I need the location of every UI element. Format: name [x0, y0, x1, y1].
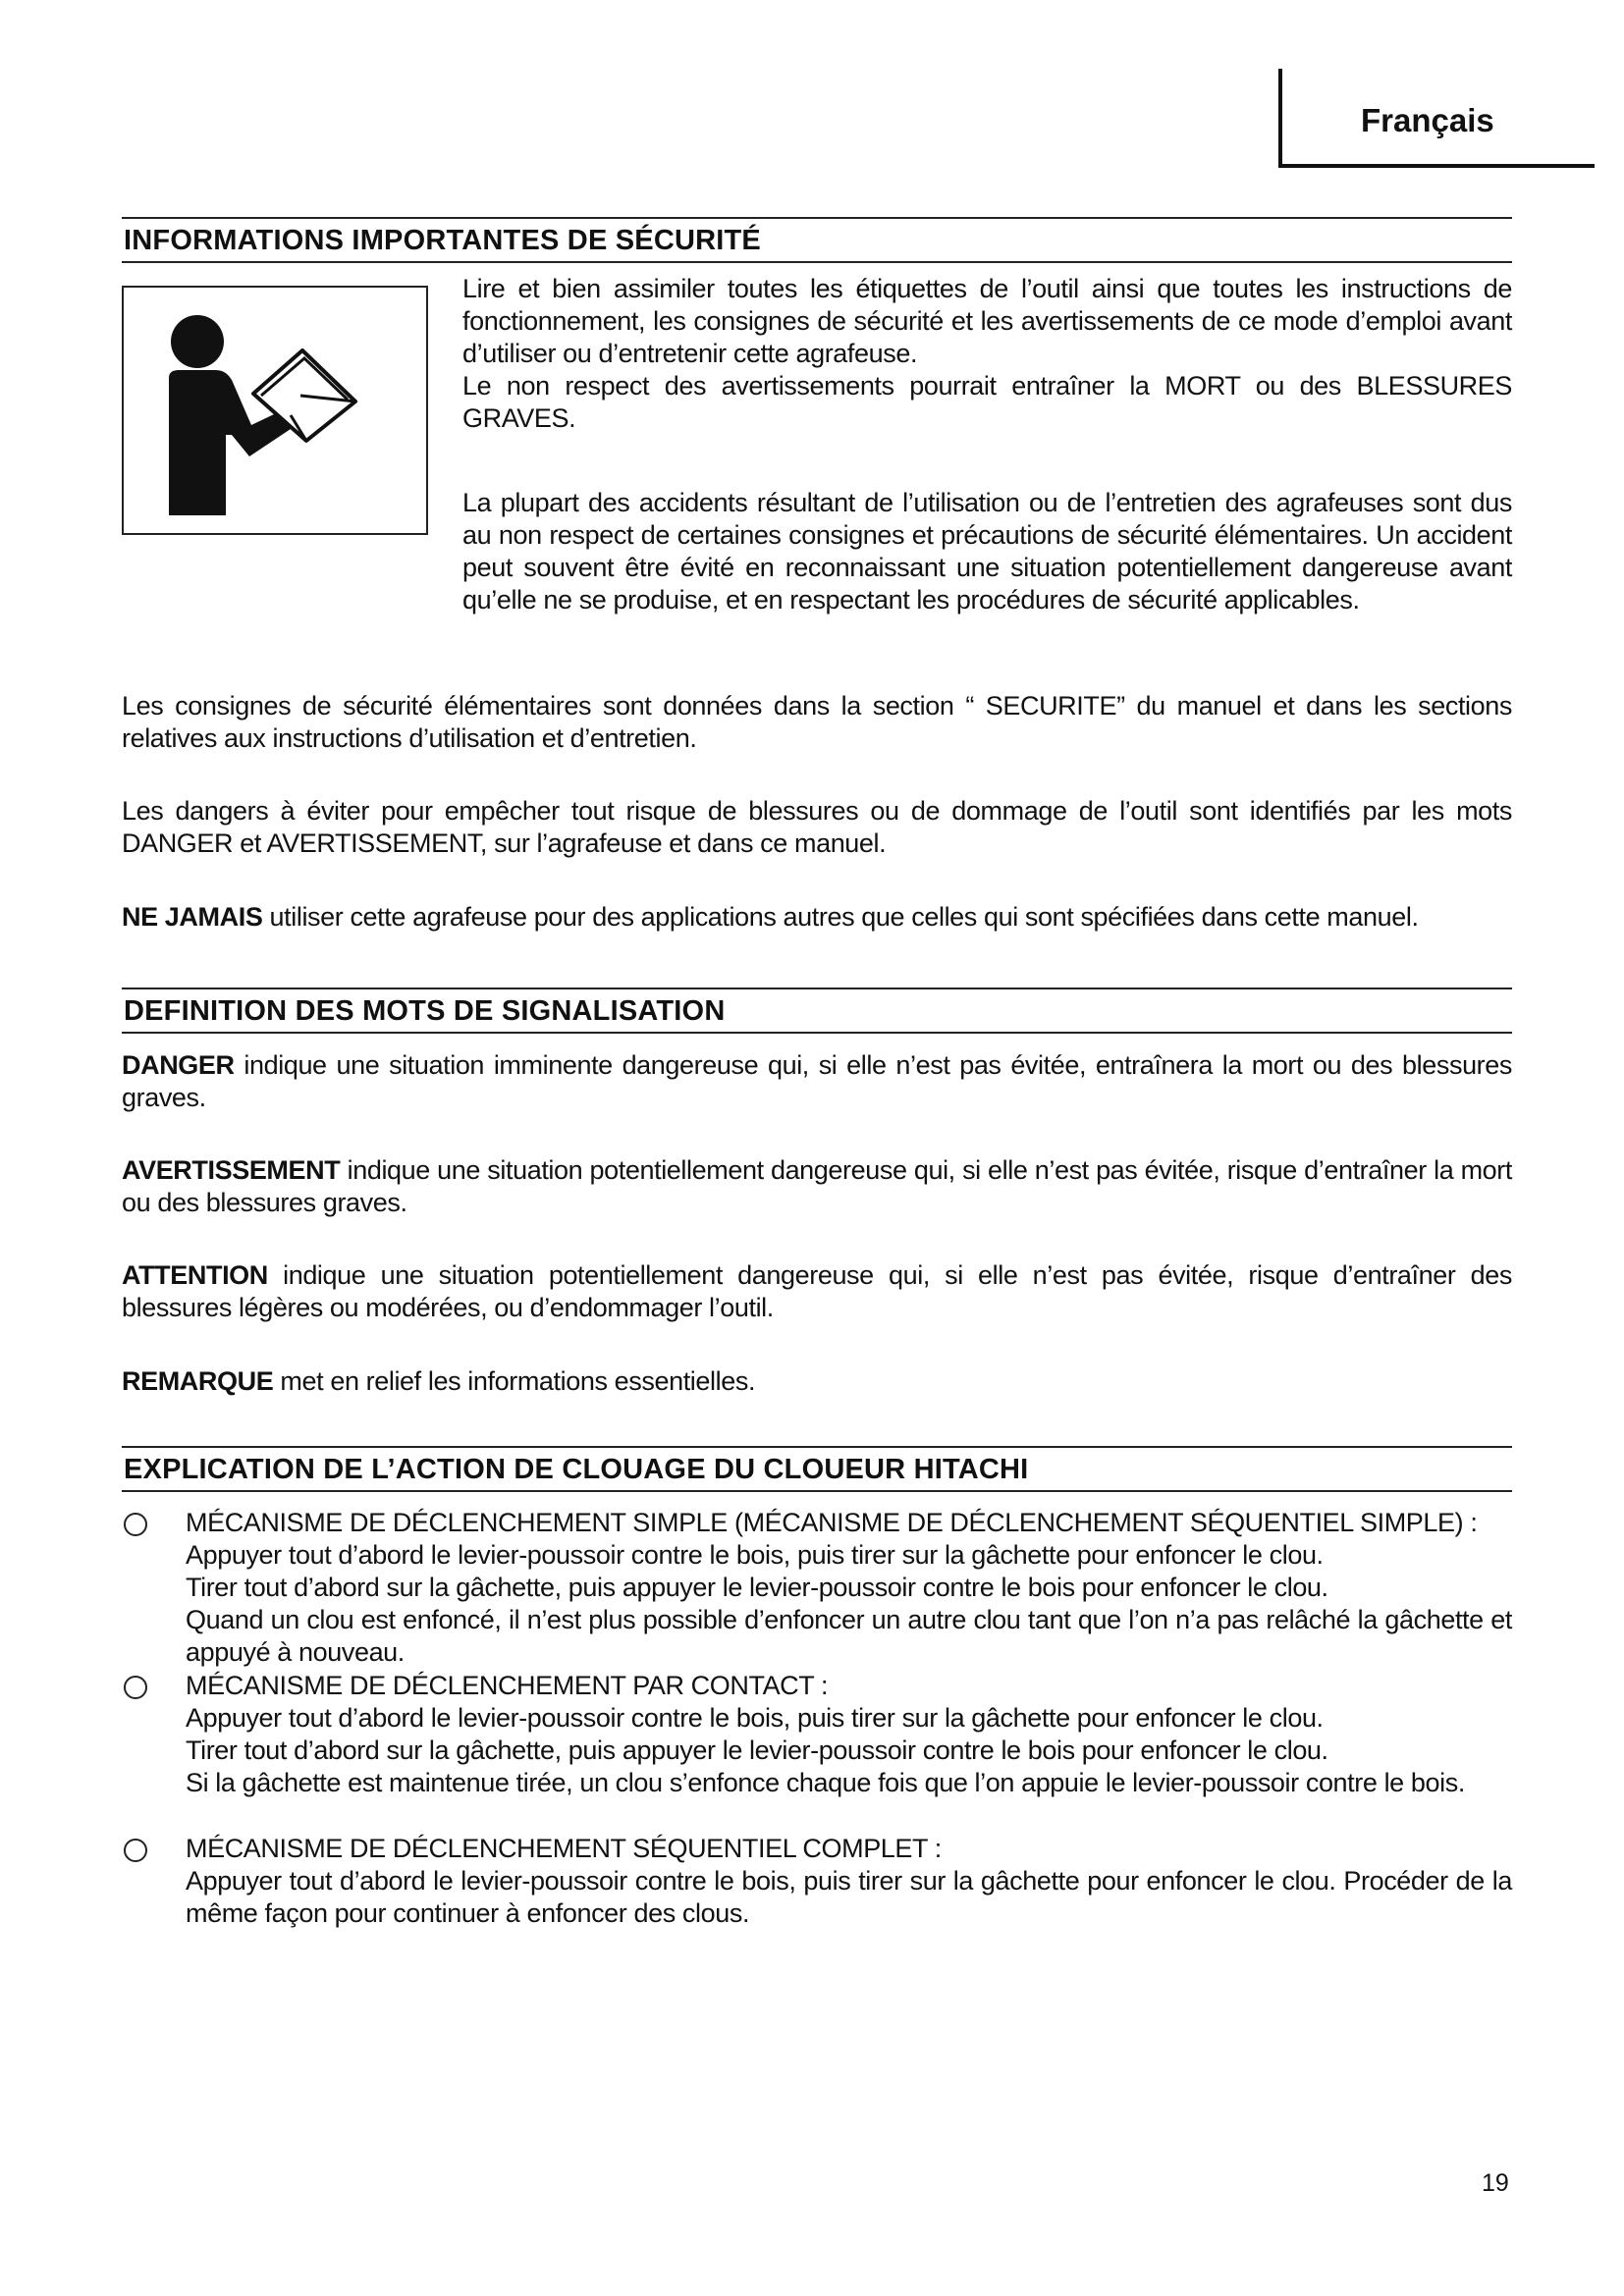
warning-definition [122, 1154, 1512, 1219]
language-tab [1278, 69, 1595, 168]
note-text: met en relief les informations essentielles. [273, 1366, 756, 1396]
danger-definition [122, 1049, 1512, 1114]
mechanism-heading: MÉCANISME DE DÉCLENCHEMENT PAR CONTACT : [186, 1671, 829, 1700]
page-number: 19 [1482, 2169, 1509, 2197]
mechanism-single [122, 1507, 1512, 1669]
intro-paragraph-1 [462, 273, 1512, 435]
mechanism-heading: MÉCANISME DE DÉCLENCHEMENT SIMPLE (MÉCANISME DE DÉCLENCHEMENT SÉQUENTIEL SIMPLE) : [186, 1508, 1478, 1537]
mechanism-line: Tirer tout d’abord sur la gâchette, puis appuyer le levier-poussoir contre le bois pour enfoncer le clou. [186, 1735, 1328, 1765]
intro-p1b-text: Le non respect des avertissements pourrait entraîner la MORT ou des BLESSURES GRAVES. [462, 371, 1512, 433]
read-manual-icon [124, 288, 430, 537]
mechanism-line: Tirer tout d’abord sur la gâchette, puis appuyer le levier-poussoir contre le bois pour enfoncer le clou. [186, 1573, 1328, 1602]
never-paragraph [122, 901, 1512, 934]
section-title-nailing: EXPLICATION DE L’ACTION DE CLOUAGE DU CLOUEUR HITACHI [122, 1446, 1512, 1492]
basic-safety-paragraph: Les consignes de sécurité élémentaires sont données dans la section “ SECURITE” du manuel et dans les sections relatives aux instructions d’utilisation et d’entretien. [122, 691, 1512, 753]
section-title-signal-words: DEFINITION DES MOTS DE SIGNALISATION [122, 988, 1512, 1034]
mechanism-full-sequential [122, 1833, 1512, 1930]
danger-text: indique une situation imminente dangereuse qui, si elle n’est pas évitée, entraînera la mort ou des blessures graves. [122, 1050, 1512, 1112]
danger-label: DANGER [122, 1050, 235, 1080]
mechanism-line: Appuyer tout d’abord le levier-poussoir contre le bois, puis tirer sur la gâchette pour enfoncer le clou. [186, 1703, 1324, 1733]
never-label: NE JAMAIS [122, 902, 263, 932]
caution-label: ATTENTION [122, 1260, 268, 1290]
dangers-paragraph: Les dangers à éviter pour empêcher tout risque de blessures ou de dommage de l’outil sont identifiés par les mots DANGER et AVERTISSEMENT, sur l’agrafeuse et dans ce manuel. [122, 796, 1512, 858]
bullet-circle-icon [124, 1839, 147, 1862]
mechanism-line: Appuyer tout d’abord le levier-poussoir contre le bois, puis tirer sur la gâchette pour enfoncer le clou. Procéder de la même façon pour continuer à enfoncer des clous. [186, 1866, 1512, 1928]
mechanism-line: Appuyer tout d’abord le levier-poussoir contre le bois, puis tirer sur la gâchette pour enfoncer le clou. [186, 1540, 1324, 1570]
caution-text: indique une situation potentiellement dangereuse qui, si elle n’est pas évitée, risque d’entraîner des blessures légères ou modérées, ou d’endommager l’outil. [122, 1260, 1512, 1322]
language-label: Français [1361, 102, 1494, 138]
section-title-safety: INFORMATIONS IMPORTANTES DE SÉCURITÉ [122, 217, 1512, 263]
warning-text: indique une situation potentiellement dangereuse qui, si elle n’est pas évitée, risque d’entraîner la mort ou des blessures graves. [122, 1155, 1512, 1217]
bullet-circle-icon [124, 1676, 147, 1699]
never-text: utiliser cette agrafeuse pour des applications autres que celles qui sont spécifiées dans cette manuel. [262, 902, 1419, 932]
bullet-circle-icon [124, 1513, 147, 1536]
mechanism-heading: MÉCANISME DE DÉCLENCHEMENT SÉQUENTIEL COMPLET : [186, 1834, 942, 1863]
warning-label: AVERTISSEMENT [122, 1155, 341, 1185]
mechanism-line: Quand un clou est enfoncé, il n’est plus possible d’enfoncer un autre clou tant que l’on n’a pas relâché la gâchette et appuyé à nouveau. [186, 1605, 1512, 1667]
note-label: REMARQUE [122, 1366, 274, 1396]
intro-p1-text: Lire et bien assimiler toutes les étiquettes de l’outil ainsi que toutes les instructions de fonctionnement, les consignes de sécurité et les avertissements de ce mode d’emploi avant d’utiliser ou d’entretenir cette agrafeuse. [462, 274, 1512, 368]
read-manual-icon-box [122, 286, 428, 535]
mechanism-line: Si la gâchette est maintenue tirée, un clou s’enfonce chaque fois que l’on appuie le levier-poussoir contre le bois. [186, 1768, 1465, 1797]
mechanism-contact [122, 1670, 1512, 1799]
intro-paragraph-2: La plupart des accidents résultant de l’utilisation ou de l’entretien des agrafeuses sont dus au non respect de certaines consignes et précautions de sécurité élémentaires. Un accident peut souvent être évité en reconnaissant une situation potentiellement dangereuse avant qu’elle ne se produise, et en respectant les procédures de sécurité applicables. [462, 488, 1512, 614]
caution-definition [122, 1259, 1512, 1324]
note-definition [122, 1365, 1512, 1398]
